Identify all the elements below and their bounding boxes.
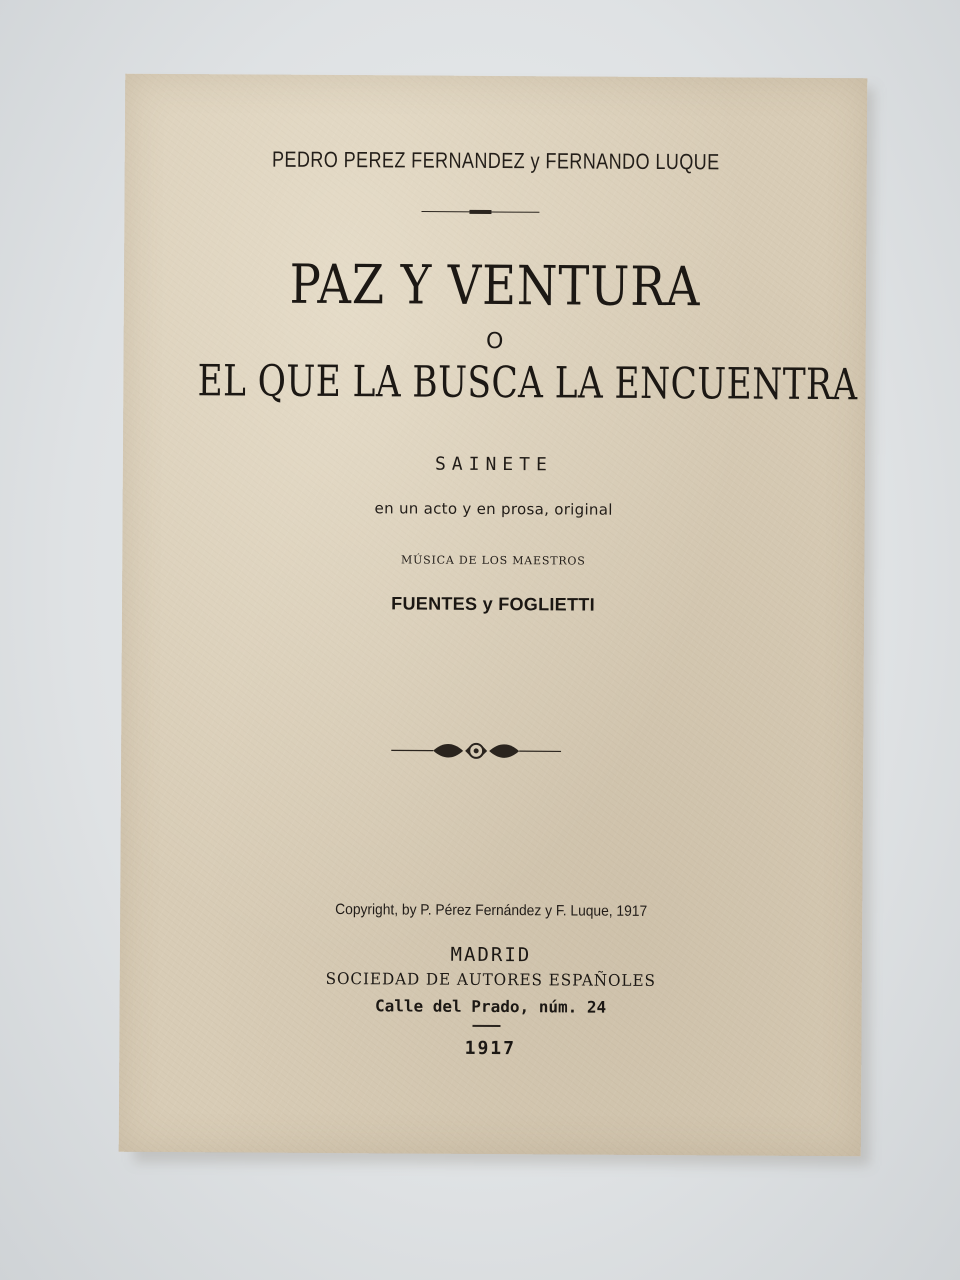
- composers: FUENTES y FOGLIETTI: [391, 593, 595, 615]
- genre-label: SAINETE: [434, 453, 553, 476]
- publication-year: 1917: [464, 1037, 517, 1060]
- music-credit: MÚSICA DE LOS MAESTROS: [401, 553, 586, 568]
- work-description: en un acto y en prosa, original: [374, 499, 613, 519]
- publisher-name: SOCIEDAD DE AUTORES ESPAÑOLES: [325, 968, 656, 991]
- decorative-rule: [421, 208, 539, 217]
- title-page: [119, 74, 868, 1157]
- copyright-notice: Copyright, by P. Pérez Fernández y F. Luque, 1917: [335, 901, 648, 920]
- short-divider: [472, 1025, 500, 1027]
- main-title: PAZ Y VENTURA: [289, 252, 701, 319]
- title-conjunction: O: [485, 328, 504, 355]
- publication-city: MADRID: [450, 943, 532, 967]
- publisher-address: Calle del Prado, núm. 24: [374, 996, 607, 1017]
- authors-line: PEDRO PEREZ FERNANDEZ y FERNANDO LUQUE: [271, 146, 720, 175]
- fleuron-ornament-icon: [391, 737, 561, 764]
- alternate-title: EL QUE LA BUSCA LA ENCUENTRA: [197, 356, 858, 411]
